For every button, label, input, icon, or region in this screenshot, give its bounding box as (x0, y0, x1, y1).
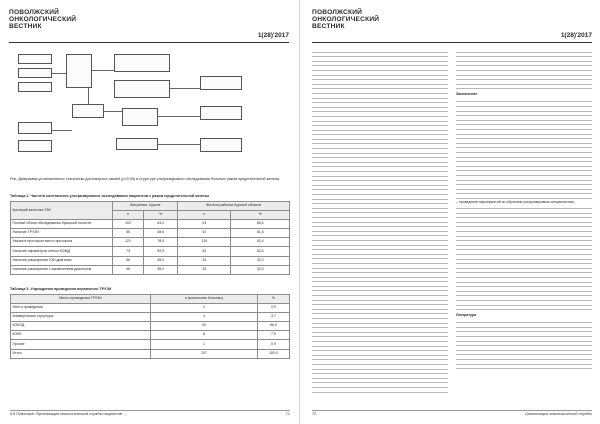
table-cell: 0,9 (257, 304, 289, 313)
table-header-cell: Жители районов Курской области (178, 202, 290, 211)
footer-text: Организация онкологической службы (524, 412, 592, 416)
table-cell: 73 (113, 247, 144, 256)
page-header (312, 9, 592, 43)
bullet-item: – проведение мероприятий по обучению ультразвуковым специалистам; (456, 199, 575, 204)
diagram-node (18, 140, 52, 152)
diagram-connector (52, 73, 66, 74)
table-cell: 46 (113, 265, 144, 274)
table-subheader-cell: % (144, 211, 178, 220)
diagram-connector (88, 88, 89, 104)
table-cell: 4 (151, 313, 258, 322)
table-cell: 76,0 (144, 238, 178, 247)
table-row (11, 313, 290, 322)
diagram-node (122, 108, 158, 126)
journal-title-line: ВЕСТНИК (9, 23, 42, 31)
references-list (456, 319, 592, 370)
table-cell: 93 (151, 322, 258, 331)
table-cell: Наличие параметров стенок КОЖД (11, 247, 113, 256)
table3-caption: Таблица 3. Учреждения проведения первичного ТРУЗИ (10, 287, 112, 291)
table-header-cell: Критерий качества УЗИ (11, 202, 113, 220)
right-page (300, 0, 600, 424)
table-row (11, 349, 290, 358)
journal-title-line: ОНКОЛОГИЧЕСКИЙ (312, 16, 380, 24)
table-cell: 33 (178, 265, 231, 274)
table-cell: 107 (151, 349, 258, 358)
diagram-connector (92, 70, 114, 71)
journal-title (9, 9, 289, 31)
table-row (11, 238, 290, 247)
page-header (9, 9, 289, 43)
diagram-node (18, 122, 52, 134)
structure-diagram (10, 50, 290, 172)
table-cell: Наличие ТРУЗИ (11, 229, 113, 238)
table-row (11, 256, 290, 265)
table-header-cell: Место проведения ТРУЗИ (11, 295, 151, 304)
text-line (456, 194, 592, 199)
table-subheader-cell: % (231, 211, 290, 220)
table-cell: 55 (113, 229, 144, 238)
body-text-column (456, 48, 592, 408)
table-cell: 52,4 (231, 247, 290, 256)
body-paragraph (456, 48, 592, 89)
diagram-connector (158, 116, 200, 117)
table-cell: 51,5 (231, 229, 290, 238)
journal-title-line: ПОВОЛЖСКИЙ (9, 9, 60, 16)
journal-title (312, 9, 592, 31)
table-cell: 54 (178, 247, 231, 256)
table-row (11, 229, 290, 238)
table-row (11, 304, 290, 313)
table-cell: КОКОД (11, 322, 151, 331)
diagram-node (18, 82, 52, 92)
diagram-node (66, 54, 92, 88)
issue-number: 1(28)'2017 (257, 32, 289, 39)
table-header-cell: Жигулевск. Курсов (113, 202, 178, 211)
table-cell: 38,0 (144, 256, 178, 265)
table-row (11, 340, 290, 349)
table-cell: 33 (178, 256, 231, 265)
diagram-node (72, 104, 104, 118)
table-header-cell: % (257, 295, 289, 304)
footer-text: 6.6 Поволжье. Организация онкологической службы пациентов … (10, 412, 127, 416)
table2 (10, 201, 290, 275)
table-cell: 8 (151, 331, 258, 340)
table-cell: 93 (178, 220, 231, 229)
table-cell: Место проведения (11, 304, 151, 313)
table-cell: Итого (11, 349, 151, 358)
diagram-node (200, 138, 242, 152)
table-cell: Указан в протоколе место протокола (11, 238, 113, 247)
diagram-node (200, 106, 242, 120)
references-heading: Литература (456, 313, 477, 318)
table-cell: 100,0 (257, 349, 289, 358)
text-line (456, 365, 592, 370)
diagram-connector (52, 130, 72, 131)
diagram-node (114, 80, 170, 98)
table-cell: 46 (113, 256, 144, 265)
table-cell: 65,4 (231, 220, 290, 229)
table-cell: Коммерческие структуры (11, 313, 151, 322)
table-cell: 64,2 (144, 220, 178, 229)
table-cell: Полный объем обследования брюшной полости (11, 220, 113, 229)
table-cell: 126 (178, 238, 231, 247)
journal-title-line: ВЕСТНИК (312, 23, 345, 31)
table-cell: 102 (113, 220, 144, 229)
table-cell: 1 (151, 304, 258, 313)
table-cell: 59,5 (144, 247, 178, 256)
table-cell: 3,7 (257, 313, 289, 322)
diagram-node (116, 138, 158, 150)
table-cell: Наличие расширения с заключением диагнозом (11, 265, 113, 274)
diagram-node (18, 68, 52, 78)
diagram-node (114, 54, 170, 72)
figure-caption: Рис. Диаграмма установленных статически достоверных связей (p<0,05) в структуре ультразвукового обследования больных раком предстательной железы (10, 177, 280, 181)
body-paragraph (456, 205, 592, 311)
journal-title-line: ПОВОЛЖСКИЙ (312, 9, 363, 16)
body-paragraph (456, 98, 592, 199)
text-line (456, 306, 592, 311)
diagram-node (200, 76, 242, 90)
table-subheader-cell: n (113, 211, 144, 220)
table-cell: 32,0 (231, 265, 290, 274)
page-footer (312, 410, 592, 416)
text-line (456, 85, 592, 90)
table-subheader-cell: n (178, 211, 231, 220)
table-cell: 48,5 (144, 229, 178, 238)
table-cell: 7,5 (257, 331, 289, 340)
diagram-connector (158, 144, 200, 145)
table-row (11, 247, 290, 256)
table-cell: 52 (178, 229, 231, 238)
page-number: 72 (312, 412, 317, 416)
table-row (11, 331, 290, 340)
diagram-node (18, 54, 52, 64)
table-cell: Наличие расширения УЗИ диагнозы (11, 256, 113, 265)
diagram-connector (170, 88, 200, 89)
table-cell: 32,0 (231, 256, 290, 265)
table-row (11, 265, 290, 274)
body-text-column (312, 48, 448, 396)
table-cell: 38,0 (144, 265, 178, 274)
table2-caption: Таблица 2. Частота сочетанного ультразвукового исследования пациентов с раком предстательной железы (10, 194, 210, 198)
journal-title-line: ОНКОЛОГИЧЕСКИЙ (9, 16, 77, 24)
table-cell: 86,9 (257, 322, 289, 331)
table-cell: 0,9 (257, 340, 289, 349)
table-cell: КОКБ (11, 331, 151, 340)
table-cell: Прочие (11, 340, 151, 349)
table3 (10, 294, 290, 359)
text-line (312, 388, 448, 393)
diagram-connector (104, 111, 122, 112)
table-row (11, 322, 290, 331)
issue-number: 1(28)'2017 (560, 32, 592, 39)
page-footer (10, 410, 290, 416)
section-heading: Заключение (456, 92, 478, 97)
page-number: 71 (285, 412, 290, 416)
table-row (11, 220, 290, 229)
table-cell: 1 (151, 340, 258, 349)
table-cell: 121 (113, 238, 144, 247)
table-header-cell: n (количество больных) (151, 295, 258, 304)
table-cell: 92,4 (231, 238, 290, 247)
